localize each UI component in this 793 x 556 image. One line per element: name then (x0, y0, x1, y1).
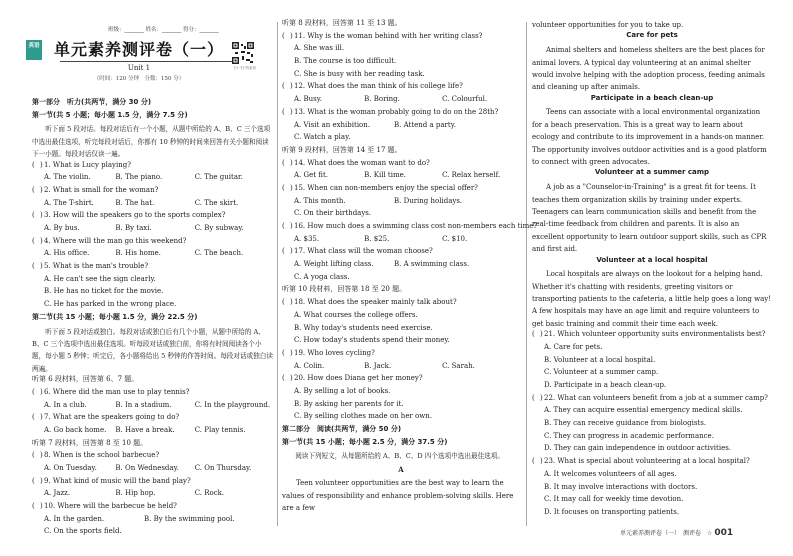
answer-bracket[interactable]: ( (32, 387, 35, 396)
listening-prompt: 听第 9 段材料，回答第 14 至 17 题。 (282, 145, 402, 154)
passage-paragraph: A job as a "Counselor-in-Training" is a great fit for teens. It teaches them organization skills by training under experts. Teenagers can learn communication skills and benefit from the real-time feedback from children and parents. It is also an excellent opportunity to learn outdoor support skills, such as CPR and first aid. (532, 183, 767, 254)
answer-option[interactable]: A. In the garden. (44, 514, 105, 523)
question-number: 11. (294, 31, 308, 40)
option-row (32, 464, 274, 477)
question-number: 21. (544, 330, 558, 339)
answer-bracket[interactable]: ( (32, 476, 35, 485)
answer-bracket-close: ) (40, 236, 43, 245)
question (32, 477, 274, 502)
footer-label: 单元素养测评卷（一） 测评卷 ☆ (620, 530, 713, 537)
answer-option[interactable]: B. It may involve interactions with doctors. (544, 482, 698, 491)
answer-option[interactable]: A. His office. (44, 249, 90, 258)
question-text: How will the speakers go to the sports complex? (52, 211, 226, 220)
answer-bracket[interactable]: ( (32, 413, 35, 422)
question-number: 20. (294, 374, 308, 383)
question-stem (282, 222, 538, 235)
question-number: 5. (44, 262, 53, 271)
answer-bracket[interactable]: ( (32, 236, 35, 245)
question-stem (532, 457, 772, 470)
answer-option[interactable]: C. It may call for weekly time devotion. (544, 495, 684, 504)
answer-option[interactable]: B. By taxi. (115, 224, 152, 233)
answer-option[interactable]: C. Sarah. (442, 361, 475, 370)
question (282, 32, 520, 83)
answer-option[interactable]: B. Hip hop. (115, 489, 156, 498)
option-row (32, 224, 274, 237)
answer-option[interactable]: D. They can gain independence in outdoor activities. (544, 444, 732, 453)
page-footer (620, 528, 733, 540)
question-text: Where did the man use to play tennis? (52, 387, 190, 396)
question (282, 374, 520, 425)
column-left (32, 98, 274, 540)
option-row (282, 260, 520, 273)
question (32, 413, 274, 438)
question-stem (32, 477, 274, 490)
answer-bracket-close: ) (540, 457, 543, 466)
section-instructions: 听下面 5 段对话或独白。每段对话或独白后有几个小题，从题中所给的 A、B、C 三个选项中选出最佳选项。听每段对话或独白前，你将有时间阅读各个小题，每小题 5 秒钟；听完后，各小题将给出 5 秒钟的作答时间。每段对话或独白读两遍。 (32, 327, 273, 373)
question-number: 16. (294, 222, 308, 230)
question-number: 1. (44, 160, 53, 169)
answer-bracket-close: ) (290, 158, 293, 167)
answer-option[interactable]: C. $10. (442, 234, 468, 243)
question-text: What can volunteers benefit from a job at a summer camp? (557, 393, 768, 402)
qr-code-icon[interactable] (232, 42, 254, 64)
question-text: When is the school barbecue? (52, 451, 160, 460)
answer-option[interactable]: C. In the playground. (194, 400, 271, 409)
student-info-line: 班级：_______ 姓名：_______ 得分：_______ (108, 27, 219, 33)
answer-option[interactable]: A. Colin. (294, 361, 325, 370)
question-stem (282, 159, 520, 172)
question-stem (32, 161, 274, 174)
question-stem (282, 82, 520, 95)
answer-option[interactable]: A. On Tuesday. (44, 463, 97, 472)
answer-bracket[interactable]: ( (32, 160, 35, 169)
answer-option[interactable]: C. On their birthdays. (294, 209, 372, 218)
answer-option[interactable]: B. Jack. (364, 361, 392, 370)
answer-bracket-close: ) (290, 31, 293, 40)
answer-option[interactable]: A. She was ill. (294, 44, 345, 53)
answer-option[interactable]: C. On Thursday. (194, 463, 252, 472)
question-stem (32, 388, 274, 401)
answer-bracket-close: ) (40, 476, 43, 485)
answer-bracket-close: ) (290, 298, 293, 307)
answer-bracket-close: ) (40, 451, 43, 460)
question-stem (282, 32, 520, 45)
answer-option[interactable]: C. The skirt. (194, 198, 239, 207)
answer-bracket-close: ) (40, 211, 43, 220)
part-heading: 第一部分 听力(共两节，满分 30 分) (32, 98, 152, 106)
passage-paragraph: volunteer opportunities for you to take up. (532, 21, 684, 29)
question (32, 388, 274, 413)
answer-bracket-close: ) (40, 413, 43, 422)
answer-option[interactable]: A. The violin. (44, 173, 91, 182)
answer-option[interactable]: B. The hat. (115, 198, 155, 207)
question-stem (32, 502, 274, 515)
question-stem (282, 298, 520, 311)
question-text: What does the speaker mainly talk about? (307, 298, 457, 307)
question (282, 298, 520, 349)
question-stem (32, 237, 274, 250)
option-row (32, 515, 274, 528)
answer-bracket-close: ) (290, 374, 293, 383)
answer-option[interactable]: C. They can progress in academic performance. (544, 431, 714, 440)
answer-option[interactable]: B. Boring. (364, 95, 400, 104)
answer-option[interactable]: B. He has no ticket for the movie. (44, 287, 164, 296)
question (282, 82, 520, 107)
question-text: What are the speakers going to do? (52, 413, 180, 422)
answer-bracket[interactable]: ( (282, 107, 285, 116)
question-number: 12. (294, 82, 308, 91)
section-heading: 第一节(共 5 小题；每小题 1.5 分，满分 7.5 分) (32, 110, 188, 119)
answer-bracket-close: ) (40, 387, 43, 396)
option-row (282, 362, 520, 375)
answer-option[interactable]: B. Volunteer at a local hospital. (544, 355, 656, 364)
question-text: How does Diana get her money? (307, 374, 423, 383)
answer-bracket-close: ) (540, 330, 543, 339)
answer-option[interactable]: B. By asking her parents for it. (294, 399, 404, 408)
question-number: 18. (294, 298, 308, 307)
column-divider (277, 22, 278, 526)
question-text: How much does a swimming class cost non-members each time? (307, 222, 538, 230)
answer-bracket[interactable]: ( (32, 502, 35, 511)
answer-bracket-close: ) (40, 160, 43, 169)
answer-bracket[interactable]: ( (32, 185, 35, 194)
answer-option[interactable]: B. They can receive guidance from biologists. (544, 419, 707, 428)
question-stem (532, 394, 772, 407)
answer-option[interactable]: C. The beach. (194, 249, 244, 258)
question (532, 330, 772, 393)
answer-bracket-close: ) (290, 183, 293, 192)
section-heading: 第一节(共 15 小题；每小题 2.5 分，满分 37.5 分) (282, 437, 448, 446)
option-row (32, 489, 274, 502)
answer-option[interactable]: B. A swimming class. (394, 260, 470, 269)
question-stem (32, 211, 274, 224)
answer-option[interactable]: C. Volunteer at a summer camp. (544, 368, 659, 377)
answer-bracket[interactable]: ( (282, 82, 285, 91)
answer-option[interactable]: A. It welcomes volunteers of all ages. (544, 469, 677, 478)
question-text: What is small for the woman? (52, 185, 159, 194)
question-number: 22. (544, 393, 558, 402)
answer-bracket-close: ) (290, 348, 293, 357)
option-row (282, 235, 520, 248)
option-row (32, 173, 274, 186)
listening-prompt: 听第 7 段材料，回答第 8 至 10 题。 (32, 438, 148, 447)
unit-label: Unit 1 (127, 64, 151, 72)
question (282, 222, 538, 247)
option-row (282, 121, 520, 134)
question-number: 15. (294, 183, 308, 192)
column-right (532, 19, 772, 521)
question-text: When can non-members enjoy the special offer? (307, 183, 478, 192)
answer-option[interactable]: A. Weight lifting class. (294, 260, 374, 269)
question-number: 13. (294, 107, 308, 116)
answer-option[interactable]: B. Kill time. (364, 171, 406, 180)
question-number: 7. (44, 413, 53, 422)
answer-option[interactable]: C. The guitar. (194, 173, 243, 182)
passage-subheading: Volunteer at a summer camp (594, 168, 710, 177)
answer-bracket[interactable]: ( (282, 247, 285, 256)
question-text: Why is the woman behind with her writing class? (307, 31, 483, 40)
answer-option[interactable]: B. Have a break. (115, 425, 175, 434)
answer-bracket-close: ) (540, 393, 543, 402)
question-number: 8. (44, 451, 53, 460)
listening-prompt: 听第 10 段材料，回答第 18 至 20 题。 (282, 285, 407, 294)
passage-subheading: Participate in a beach clean-up (590, 93, 714, 102)
qr-caption: 扫一扫 听录音 (233, 66, 257, 70)
answer-option[interactable]: A. Visit an exhibition. (294, 120, 371, 129)
answer-bracket[interactable]: ( (282, 348, 285, 357)
question-group (32, 161, 274, 313)
question-number: 2. (44, 185, 53, 194)
question-stem (282, 184, 520, 197)
question-stem (32, 186, 274, 199)
question-stem (32, 451, 274, 464)
column-divider (526, 22, 527, 526)
question-number: 19. (294, 348, 308, 357)
passage-paragraph: Teen volunteer opportunities are the best way to learn the values of responsibility and enhance problem-solving skills. Here are a few (282, 479, 514, 513)
answer-bracket[interactable]: ( (282, 222, 285, 230)
answer-option[interactable]: A. In a club. (44, 400, 87, 409)
answer-option[interactable]: A. He can't see the sign clearly. (44, 274, 156, 283)
answer-option[interactable]: A. $35. (294, 234, 320, 243)
answer-option[interactable]: A. By bus. (44, 224, 80, 233)
answer-option[interactable]: C. By subway. (194, 224, 244, 233)
answer-bracket[interactable]: ( (32, 451, 35, 460)
subject-banner-label: 英语 (28, 43, 40, 49)
answer-option[interactable]: B. Attend a party. (394, 120, 456, 129)
answer-option[interactable]: B. The course is too difficult. (294, 57, 397, 66)
section-instructions: 听下面 5 段对话。每段对话后有一个小题，从题中所给的 A、B、C 三个选项中选出最佳选项，听完每段对话后，你都有 10 秒钟的时间来回答有关小题和阅读下一小题。每段对话仅读一遍。 (32, 125, 271, 159)
answer-option[interactable]: C. Relax herself. (442, 171, 501, 180)
answer-option[interactable]: C. Rock. (194, 489, 225, 498)
answer-option[interactable]: B. His home. (115, 249, 161, 258)
question-text: What is the man's trouble? (52, 262, 149, 271)
answer-option[interactable]: A. Care for pets. (544, 342, 603, 351)
question-text: What does the woman want to do? (307, 158, 430, 167)
answer-bracket[interactable]: ( (282, 158, 285, 167)
answer-bracket[interactable]: ( (532, 330, 535, 339)
question-text: What is Lucy playing? (52, 160, 131, 169)
question-text: Who loves cycling? (307, 348, 375, 357)
question-text: What does the man think of his college life? (307, 82, 463, 91)
answer-bracket[interactable]: ( (32, 262, 35, 271)
passage-paragraph: Local hospitals are always on the lookout for a helping hand. Whether it's chatting with residents, greeting visitors or transporting patients to the cafeteria, a little help goes a long way! A few hospitals may have an age limit and require volunteers to get basic training and commit their time each week. (532, 270, 772, 328)
question-stem (532, 330, 772, 343)
answer-option[interactable]: B. Why today's students need exercise. (294, 323, 433, 332)
question (282, 247, 520, 285)
question (282, 159, 520, 184)
question (32, 451, 274, 476)
answer-option[interactable]: A. Busy. (294, 95, 322, 104)
answer-option[interactable]: C. Colourful. (442, 95, 488, 104)
answer-option[interactable]: B. The piano. (115, 173, 163, 182)
question-text: What is the woman probably going to do on the 28th? (307, 107, 499, 116)
answer-option[interactable]: C. How today's students spend their money. (294, 336, 450, 345)
question-stem (282, 374, 520, 387)
answer-bracket[interactable]: ( (32, 211, 35, 220)
question (532, 394, 772, 457)
answer-option[interactable]: B. In a stadium. (115, 400, 172, 409)
question-number: 14. (294, 158, 308, 167)
section-instructions: 阅读下列短文，从每题所给的 A、B、C、D 四个选项中选出最佳选项。 (295, 452, 504, 461)
question (282, 184, 520, 222)
answer-bracket-close: ) (290, 222, 293, 230)
question-number: 17. (294, 247, 308, 256)
option-row (32, 249, 274, 262)
question-number: 3. (44, 211, 53, 220)
part-heading: 第二部分 阅读(共两节，满分 50 分) (282, 425, 402, 433)
answer-option[interactable]: C. She is busy with her reading task. (294, 69, 425, 78)
passage-paragraph: Teens can associate with a local environmental organization for a beach preservation. This is a great way to learn about ecology and contribute to its improvement in a hands-on manner. The opportunity involves outdoor activities and is a good platform to connect with green advocates. (532, 108, 767, 167)
passage-subheading: Volunteer at a local hospital (596, 255, 708, 264)
answer-option[interactable]: A. Go back home. (44, 425, 107, 434)
question-stem (32, 413, 274, 426)
answer-option[interactable]: C. Watch a play. (294, 133, 351, 142)
answer-bracket[interactable]: ( (532, 393, 535, 402)
question-stem (282, 108, 520, 121)
question-stem (282, 247, 520, 260)
question-text: What kind of music will the band play? (52, 476, 191, 485)
answer-option[interactable]: A. They can acquire essential emergency medical skills. (544, 406, 743, 415)
answer-option[interactable]: C. A yoga class. (294, 272, 350, 281)
question-number: 6. (44, 387, 53, 396)
answer-option[interactable]: B. $25. (364, 234, 390, 243)
option-row (282, 171, 520, 184)
answer-option[interactable]: A. Jazz. (44, 489, 71, 498)
answer-bracket[interactable]: ( (532, 457, 535, 466)
answer-option[interactable]: C. On the sports field. (44, 527, 122, 536)
option-row (32, 199, 274, 212)
page-title: 单元素养测评卷（一） (53, 40, 224, 59)
answer-option[interactable]: B. On Wednesday. (115, 463, 179, 472)
column-middle (282, 19, 538, 515)
exam-meta: （时间：120 分钟 分数：150 分） (93, 76, 185, 82)
passage-subheading: Care for pets (626, 31, 678, 40)
question-number: 10. (44, 502, 58, 511)
answer-option[interactable]: A. The T-shirt. (44, 198, 94, 207)
question (532, 457, 772, 520)
answer-option[interactable]: A. This month. (294, 196, 346, 205)
listening-prompt: 听第 8 段材料，回答第 11 至 13 题。 (282, 19, 402, 27)
option-row (282, 197, 520, 210)
answer-option[interactable]: C. Play tennis. (194, 425, 246, 434)
question-text: Which volunteer opportunity suits environmentalists best? (557, 330, 766, 339)
answer-bracket[interactable]: ( (282, 374, 285, 383)
answer-option[interactable]: D. Participate in a beach clean-up. (544, 381, 667, 390)
answer-bracket-close: ) (290, 82, 293, 91)
answer-option[interactable]: B. By the swimming pool. (144, 514, 235, 523)
passage-label: A (398, 464, 404, 474)
question-text: Where will the man go this weekend? (52, 236, 187, 245)
answer-option[interactable]: B. During holidays. (394, 196, 463, 205)
question (32, 502, 274, 540)
title-divider (60, 61, 232, 62)
answer-bracket[interactable]: ( (282, 298, 285, 307)
answer-option[interactable]: A. What courses the college offers. (294, 310, 418, 319)
answer-bracket-close: ) (40, 185, 43, 194)
answer-bracket-close: ) (40, 262, 43, 271)
answer-bracket[interactable]: ( (282, 183, 285, 192)
passage-paragraph: Animal shelters and homeless shelters are the best places for animal lovers. A typical day volunteering at an animal shelter would involve helping with the adoption process, feeding animals and cleaning up after animals. (532, 46, 765, 92)
question-number: 23. (544, 457, 558, 466)
answer-bracket-close: ) (290, 107, 293, 116)
question (282, 108, 520, 146)
question-stem (32, 262, 274, 275)
question (282, 349, 520, 374)
question-stem (282, 349, 520, 362)
option-row (282, 95, 520, 108)
answer-option[interactable]: C. By selling clothes made on her own. (294, 412, 432, 421)
answer-bracket-close: ) (40, 502, 43, 511)
question-text: Where will the barbecue be held? (57, 502, 177, 511)
section-heading: 第二节(共 15 小题；每小题 1.5 分，满分 22.5 分) (32, 312, 198, 321)
question-text: What is special about volunteering at a local hospital? (557, 457, 750, 466)
answer-option[interactable]: A. Get fit. (294, 171, 328, 180)
option-row (32, 401, 274, 414)
question-number: 4. (44, 236, 53, 245)
option-row (32, 426, 274, 439)
question-number: 9. (44, 476, 53, 485)
answer-option[interactable]: A. By selling a lot of books. (294, 386, 391, 395)
answer-bracket[interactable]: ( (282, 31, 285, 40)
answer-option[interactable]: C. He has parked in the wrong place. (44, 300, 177, 309)
page-number: 001 (714, 528, 734, 538)
answer-option[interactable]: D. It focuses on transporting patients. (544, 507, 680, 516)
listening-prompt: 听第 6 段材料，回答第 6、7 题。 (32, 375, 139, 384)
question-text: What class will the woman choose? (307, 247, 433, 256)
answer-bracket-close: ) (290, 247, 293, 256)
